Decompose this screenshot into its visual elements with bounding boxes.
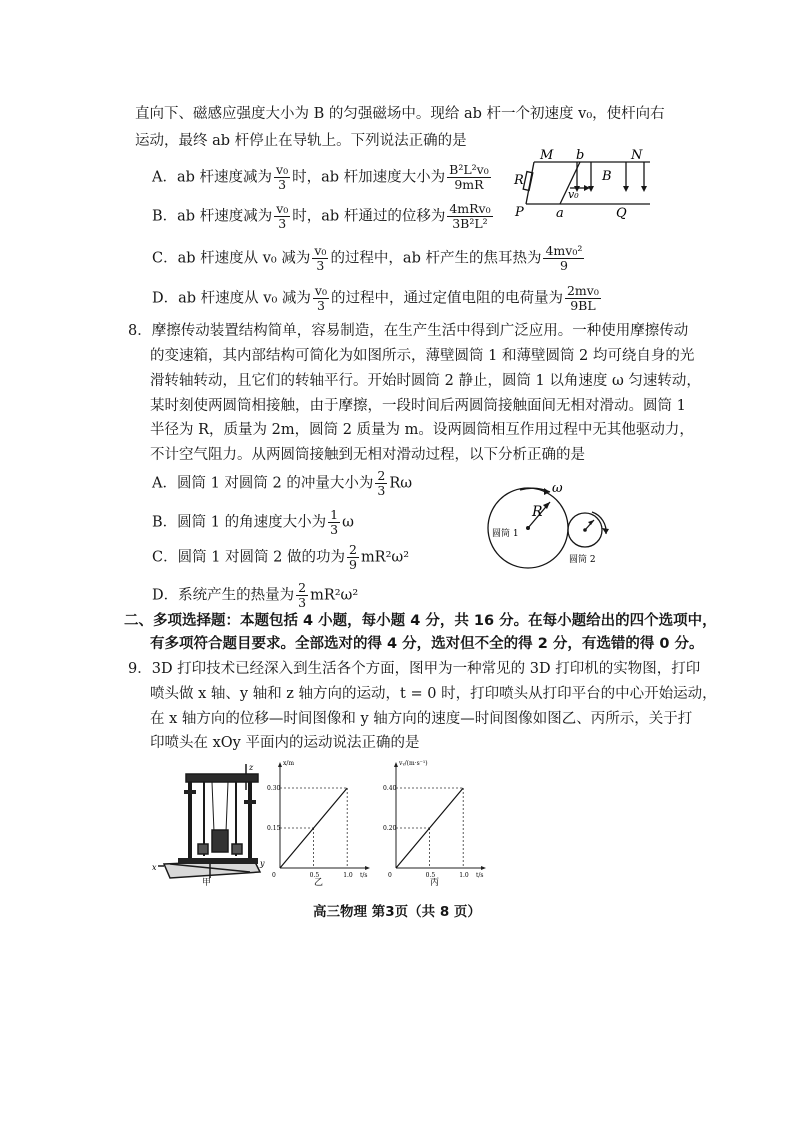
- label-omega: ω: [552, 481, 563, 496]
- axis-z-label: z: [249, 763, 254, 772]
- section-2-heading-line-1: 二、多项选择题：本题包括 4 小题，每小题 4 分，共 16 分。在每小题给出的四个选项中，: [124, 613, 717, 629]
- x-tick-label-0: 0.5: [425, 872, 436, 879]
- label-p: P: [515, 205, 524, 220]
- q8-option-c: C．圆筒 1 对圆筒 2 做的功为 $\frac{2}{9}$ mR²ω²: [152, 542, 410, 572]
- rail-circuit-figure: [512, 148, 660, 222]
- q8-option-b: B．圆筒 1 的角速度大小为 $\frac{1}{3}$ ω: [152, 507, 354, 537]
- label-r: R: [514, 173, 524, 188]
- q8-option-a: A．圆筒 1 对圆筒 2 的冲量大小为 $\frac{2}{3}$ Rω: [152, 468, 413, 498]
- origin-label: 0: [272, 872, 276, 879]
- label-cylinder-1: 圆筒 1: [492, 529, 519, 539]
- y-axis-title: vᵧ/(m·s⁻¹): [399, 760, 428, 767]
- label-m: M: [540, 148, 554, 163]
- vy-t-graph-figure: [382, 760, 500, 888]
- y-tick-label-1: 0.30: [267, 785, 281, 792]
- q7-option-d: D．ab 杆速度从 v₀ 减为 $\frac{\text{v₀}}{3}$ 的过程中，通过定值电阻的电荷量为 $\frac{\text{2mv₀}}{9BL}$: [152, 283, 599, 313]
- figure-caption: 丙: [430, 878, 440, 888]
- y-axis-title: x/m: [283, 760, 295, 767]
- axis-y-label: y: [260, 859, 265, 868]
- q8-line-1: 8．摩擦传动装置结构简单，容易制造，在生产生活中得到广泛应用。一种使用摩擦传动: [128, 323, 689, 339]
- label-n: N: [631, 148, 643, 163]
- label-v0: v₀: [568, 188, 579, 201]
- q7-option-a: A．ab 杆速度减为 $\frac{\text{v₀}}{3}$ 时，ab 杆加速度大小为 $\frac{\text{B²L²v₀}}{9mR}$: [152, 162, 489, 192]
- y-axis-arrow: [278, 762, 282, 767]
- x-t-graph-figure: [266, 760, 378, 888]
- two-cylinders-figure: [480, 480, 614, 572]
- q8-line-3: 滑转轴转动，且它们的转轴平行。开始时圆筒 2 静止，圆筒 1 以角速度 ω 匀速转动，: [150, 373, 701, 389]
- q9-line-3: 在 x 轴方向的位移—时间图像和 y 轴方向的速度—时间图像如图乙、丙所示，关于打: [150, 711, 693, 727]
- label-cylinder-2: 圆筒 2: [569, 555, 596, 565]
- q9-line-1: 9．3D 打印技术已经深入到生活各个方面，图甲为一种常见的 3D 打印机的实物图，打印: [128, 661, 701, 677]
- printer-photo-figure: [150, 760, 268, 888]
- q8-option-d: D．系统产生的热量为 $\frac{2}{3}$ mR²ω²: [152, 580, 359, 610]
- figure-jia-caption: 甲: [202, 878, 212, 888]
- label-radius: R: [532, 504, 543, 520]
- y-tick-label-0: 0.20: [383, 825, 397, 832]
- q7-intro-line-1: 直向下、磁感应强度大小为 B 的匀强磁场中。现给 ab 杆一个初速度 v₀，使杆向右: [135, 106, 665, 122]
- x-axis-title: t/s: [360, 872, 368, 879]
- x-axis-arrow: [365, 866, 370, 870]
- label-q: Q: [616, 206, 627, 221]
- x-axis-title: t/s: [476, 872, 484, 879]
- y-tick-label-1: 0.40: [383, 785, 397, 792]
- q9-line-4: 印喷头在 xOy 平面内的运动说法正确的是: [150, 735, 420, 751]
- q7-option-c: C．ab 杆速度从 v₀ 减为 $\frac{\text{v₀}}{3}$ 的过程中，ab 杆产生的焦耳热为 $\frac{\text{4mv₀²}}{9}$: [152, 243, 583, 273]
- label-field-b: B: [602, 169, 612, 184]
- q7-intro-line-2: 运动，最终 ab 杆停止在导轨上。下列说法正确的是: [135, 133, 467, 149]
- x-axis-arrow: [481, 866, 486, 870]
- q8-line-5: 半径为 R，质量为 2m，圆筒 2 质量为 m。设两圆筒相互作用过程中无其他驱动力，: [150, 422, 694, 438]
- figure-caption: 乙: [314, 878, 324, 888]
- x-tick-label-1: 1.0: [343, 872, 353, 879]
- q9-line-2: 喷头做 x 轴、y 轴和 z 轴方向的运动，t = 0 时，打印喷头从打印平台的中心开始运动，: [150, 686, 717, 702]
- q8-line-4: 某时刻使两圆筒相接触，由于摩擦，一段时间后两圆筒接触面间无相对滑动。圆筒 1: [150, 398, 686, 414]
- q8-line-2: 的变速箱，其内部结构可简化为如图所示，薄壁圆筒 1 和薄壁圆筒 2 均可绕自身的光: [150, 348, 695, 364]
- q8-line-6: 不计空气阻力。从两圆筒接触到无相对滑动过程，以下分析正确的是: [150, 447, 585, 463]
- label-a: a: [556, 206, 564, 221]
- origin-label: 0: [388, 872, 392, 879]
- y-axis-arrow: [394, 762, 398, 767]
- q7-option-b: B．ab 杆速度减为 $\frac{\text{v₀}}{3}$ 时，ab 杆通过的位移为 $\frac{\text{4mRv₀}}{\text{3B²L²}}$: [152, 201, 491, 231]
- axis-x-label: x: [152, 863, 157, 872]
- x-tick-label-0: 0.5: [309, 872, 320, 879]
- section-2-heading-line-2: 有多项符合题目要求。全部选对的得 4 分，选对但不全的得 2 分，有选错的得 0 分。: [150, 636, 704, 652]
- page-footer: 高三物理 第3页（共 8 页）: [313, 904, 481, 920]
- x-tick-label-1: 1.0: [459, 872, 469, 879]
- label-b: b: [576, 148, 585, 163]
- y-tick-label-0: 0.15: [267, 825, 281, 832]
